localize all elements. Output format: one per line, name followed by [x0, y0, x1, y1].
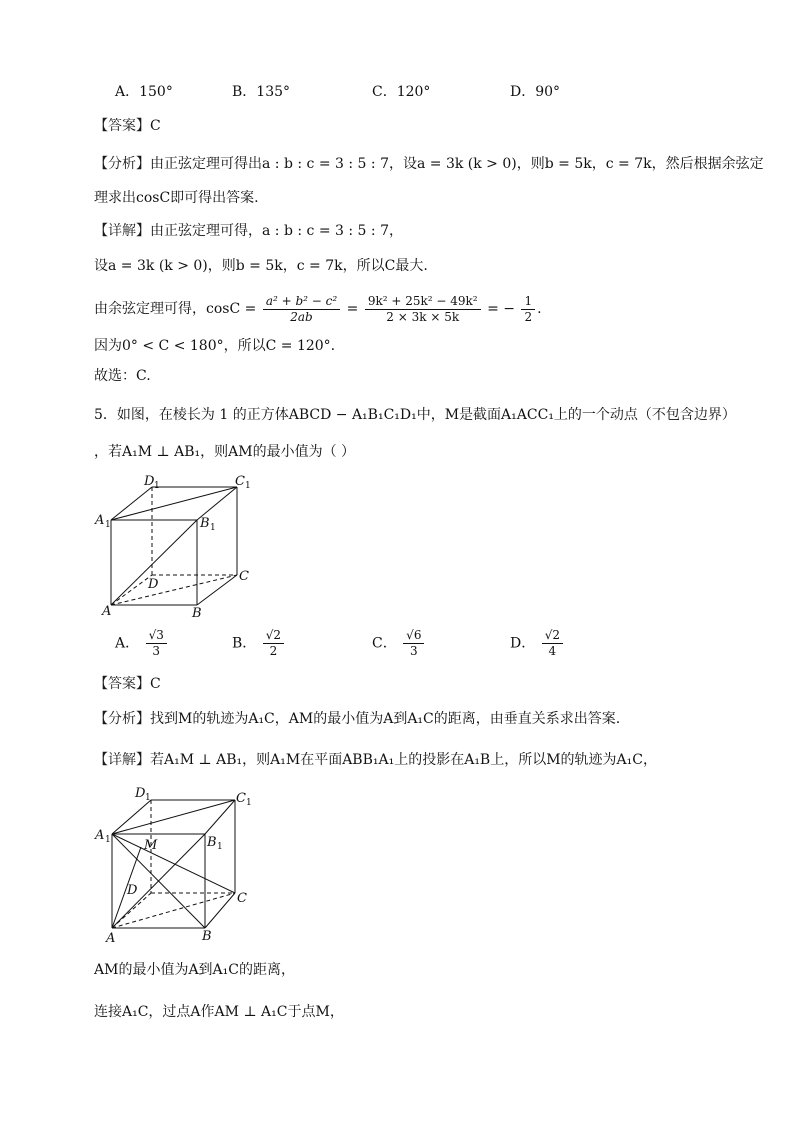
label-a1: A	[95, 513, 105, 528]
sub-b1: 1	[217, 842, 223, 852]
sub-b1: 1	[210, 523, 216, 533]
q5-analysis	[94, 709, 620, 729]
label-d1: D	[135, 786, 146, 801]
label-d: D	[148, 577, 159, 592]
frac2-den: 2 × 3k × 5k	[386, 309, 460, 324]
sub-a1: 1	[105, 835, 111, 845]
frac2-num: 9k² + 25k² − 49k²	[365, 294, 481, 310]
option-c-label: C．	[372, 635, 397, 652]
q5-option-c	[372, 628, 426, 659]
analysis-tag: 【分析】	[94, 156, 150, 172]
sub-a1: 1	[105, 520, 111, 530]
option-b-label: B．	[232, 635, 257, 652]
analysis-text: 找到M的轨迹为A₁C，AM的最小值为A到A₁C的距离，由垂直关系求出答案.	[150, 711, 621, 727]
option-c-den: 3	[409, 644, 418, 658]
q5-option-d	[510, 628, 565, 659]
fraction-cos-formula	[263, 294, 340, 325]
q4-analysis-line1	[94, 154, 764, 174]
option-d-den: 4	[548, 644, 557, 658]
q5-detail-line3: 连接A₁C，过点A作AM ⊥ A₁C于点M，	[94, 1004, 344, 1020]
option-d-num: √2	[542, 628, 563, 644]
q4-detail-line3: 由余弦定理可得，cosC = $\frac{\text{a² + b² − c²}}{2ab}$ = $\frac{\text{9k² + 25k² − 49k²}}{2 \times 3k \times 5k}$ = − $\frac{1}{2}$ .	[94, 293, 542, 324]
label-d1: D	[144, 474, 155, 489]
q4-option-d: D．90°	[510, 84, 561, 100]
q5-stem-line2: ，若A₁M ⊥ AB₁，则AM的最小值为（ ）	[94, 444, 356, 460]
q4-option-a: A．150°	[115, 84, 173, 100]
detail-tag: 【详解】	[94, 752, 150, 768]
detail-tag: 【详解】	[94, 223, 150, 239]
q5-detail-line2: AM的最小值为A到A₁C的距离，	[94, 962, 295, 978]
q4-detail-line4: 因为0° < C < 180°，所以C = 120°.	[94, 338, 336, 354]
label-b: B	[192, 606, 202, 621]
q5-option-b	[232, 628, 286, 659]
sub-c1: 1	[246, 798, 252, 808]
q5-answer	[94, 674, 161, 694]
option-b-fraction	[263, 628, 284, 659]
analysis-text-1: 由正弦定理可得出a : b : c = 3 : 5 : 7，设a = 3k (k > 0)，则b = 5k，c = 7k，然后根据余弦定	[150, 156, 764, 172]
q5-detail-line1	[94, 750, 657, 770]
q4-detail-line5: 故选：C.	[94, 368, 151, 384]
label-a1: A	[95, 828, 105, 843]
option-a-label: A．	[115, 635, 140, 652]
sub-d1: 1	[145, 793, 151, 803]
answer-tag: 【答案】	[94, 676, 150, 692]
option-a-den: 3	[152, 644, 161, 658]
cube-figure-1	[94, 472, 264, 622]
label-m: M	[144, 838, 158, 853]
detail-text-1: 由正弦定理可得，a : b : c = 3 : 5 : 7，	[150, 223, 403, 239]
q4-option-b: B．135°	[232, 84, 291, 100]
eq-tail: = −	[487, 301, 515, 317]
q4-analysis-line2: 理求出cosC即可得出答案.	[94, 190, 259, 206]
q4-option-c: C．120°	[372, 84, 431, 100]
label-c1: C	[236, 791, 246, 806]
option-a-num: √3	[146, 628, 167, 644]
cube-figure-2	[92, 782, 262, 950]
option-c-num: √6	[403, 628, 424, 644]
frac1-den: 2ab	[290, 309, 313, 324]
q4-answer	[94, 116, 161, 136]
q4-detail-line2: 设a = 3k (k > 0)，则b = 5k，c = 7k，所以C最大.	[94, 258, 428, 274]
label-b1: B	[207, 835, 217, 850]
cos-prefix: 由余弦定理可得，cosC =	[94, 301, 257, 317]
option-b-den: 2	[269, 644, 278, 658]
label-a: A	[106, 931, 116, 946]
label-c1: C	[235, 474, 245, 489]
label-b1: B	[200, 516, 210, 531]
q5-stem-line1: 5．如图，在棱长为 1 的正方体ABCD − A₁B₁C₁D₁中，M是截面A₁ACC₁上的一个动点（不包含边界）	[94, 407, 736, 423]
sub-c1: 1	[245, 481, 251, 491]
label-d: D	[127, 883, 138, 898]
frac3-den: 2	[524, 309, 533, 324]
fraction-result	[521, 294, 535, 325]
option-d-fraction	[542, 628, 563, 659]
label-c: C	[237, 891, 247, 906]
label-c: C	[239, 569, 249, 584]
frac3-num: 1	[521, 294, 535, 310]
label-a: A	[102, 604, 112, 619]
fraction-cos-values	[365, 294, 481, 325]
option-a-fraction	[146, 628, 167, 659]
frac1-num: a² + b² − c²	[263, 294, 340, 310]
answer-text: C	[150, 118, 161, 134]
option-b-num: √2	[263, 628, 284, 644]
analysis-tag: 【分析】	[94, 711, 150, 727]
option-d-label: D．	[510, 635, 536, 652]
detail-text-1: 若A₁M ⊥ AB₁，则A₁M在平面ABB₁A₁上的投影在A₁B上，所以M的轨迹为A₁C，	[150, 752, 657, 768]
equals-sign: =	[346, 301, 359, 317]
sub-d1: 1	[154, 481, 160, 491]
label-b: B	[202, 929, 212, 944]
answer-tag: 【答案】	[94, 118, 150, 134]
q4-detail-line1	[94, 221, 403, 241]
answer-text: C	[150, 676, 161, 692]
q5-option-a	[115, 628, 169, 659]
option-c-fraction	[403, 628, 424, 659]
